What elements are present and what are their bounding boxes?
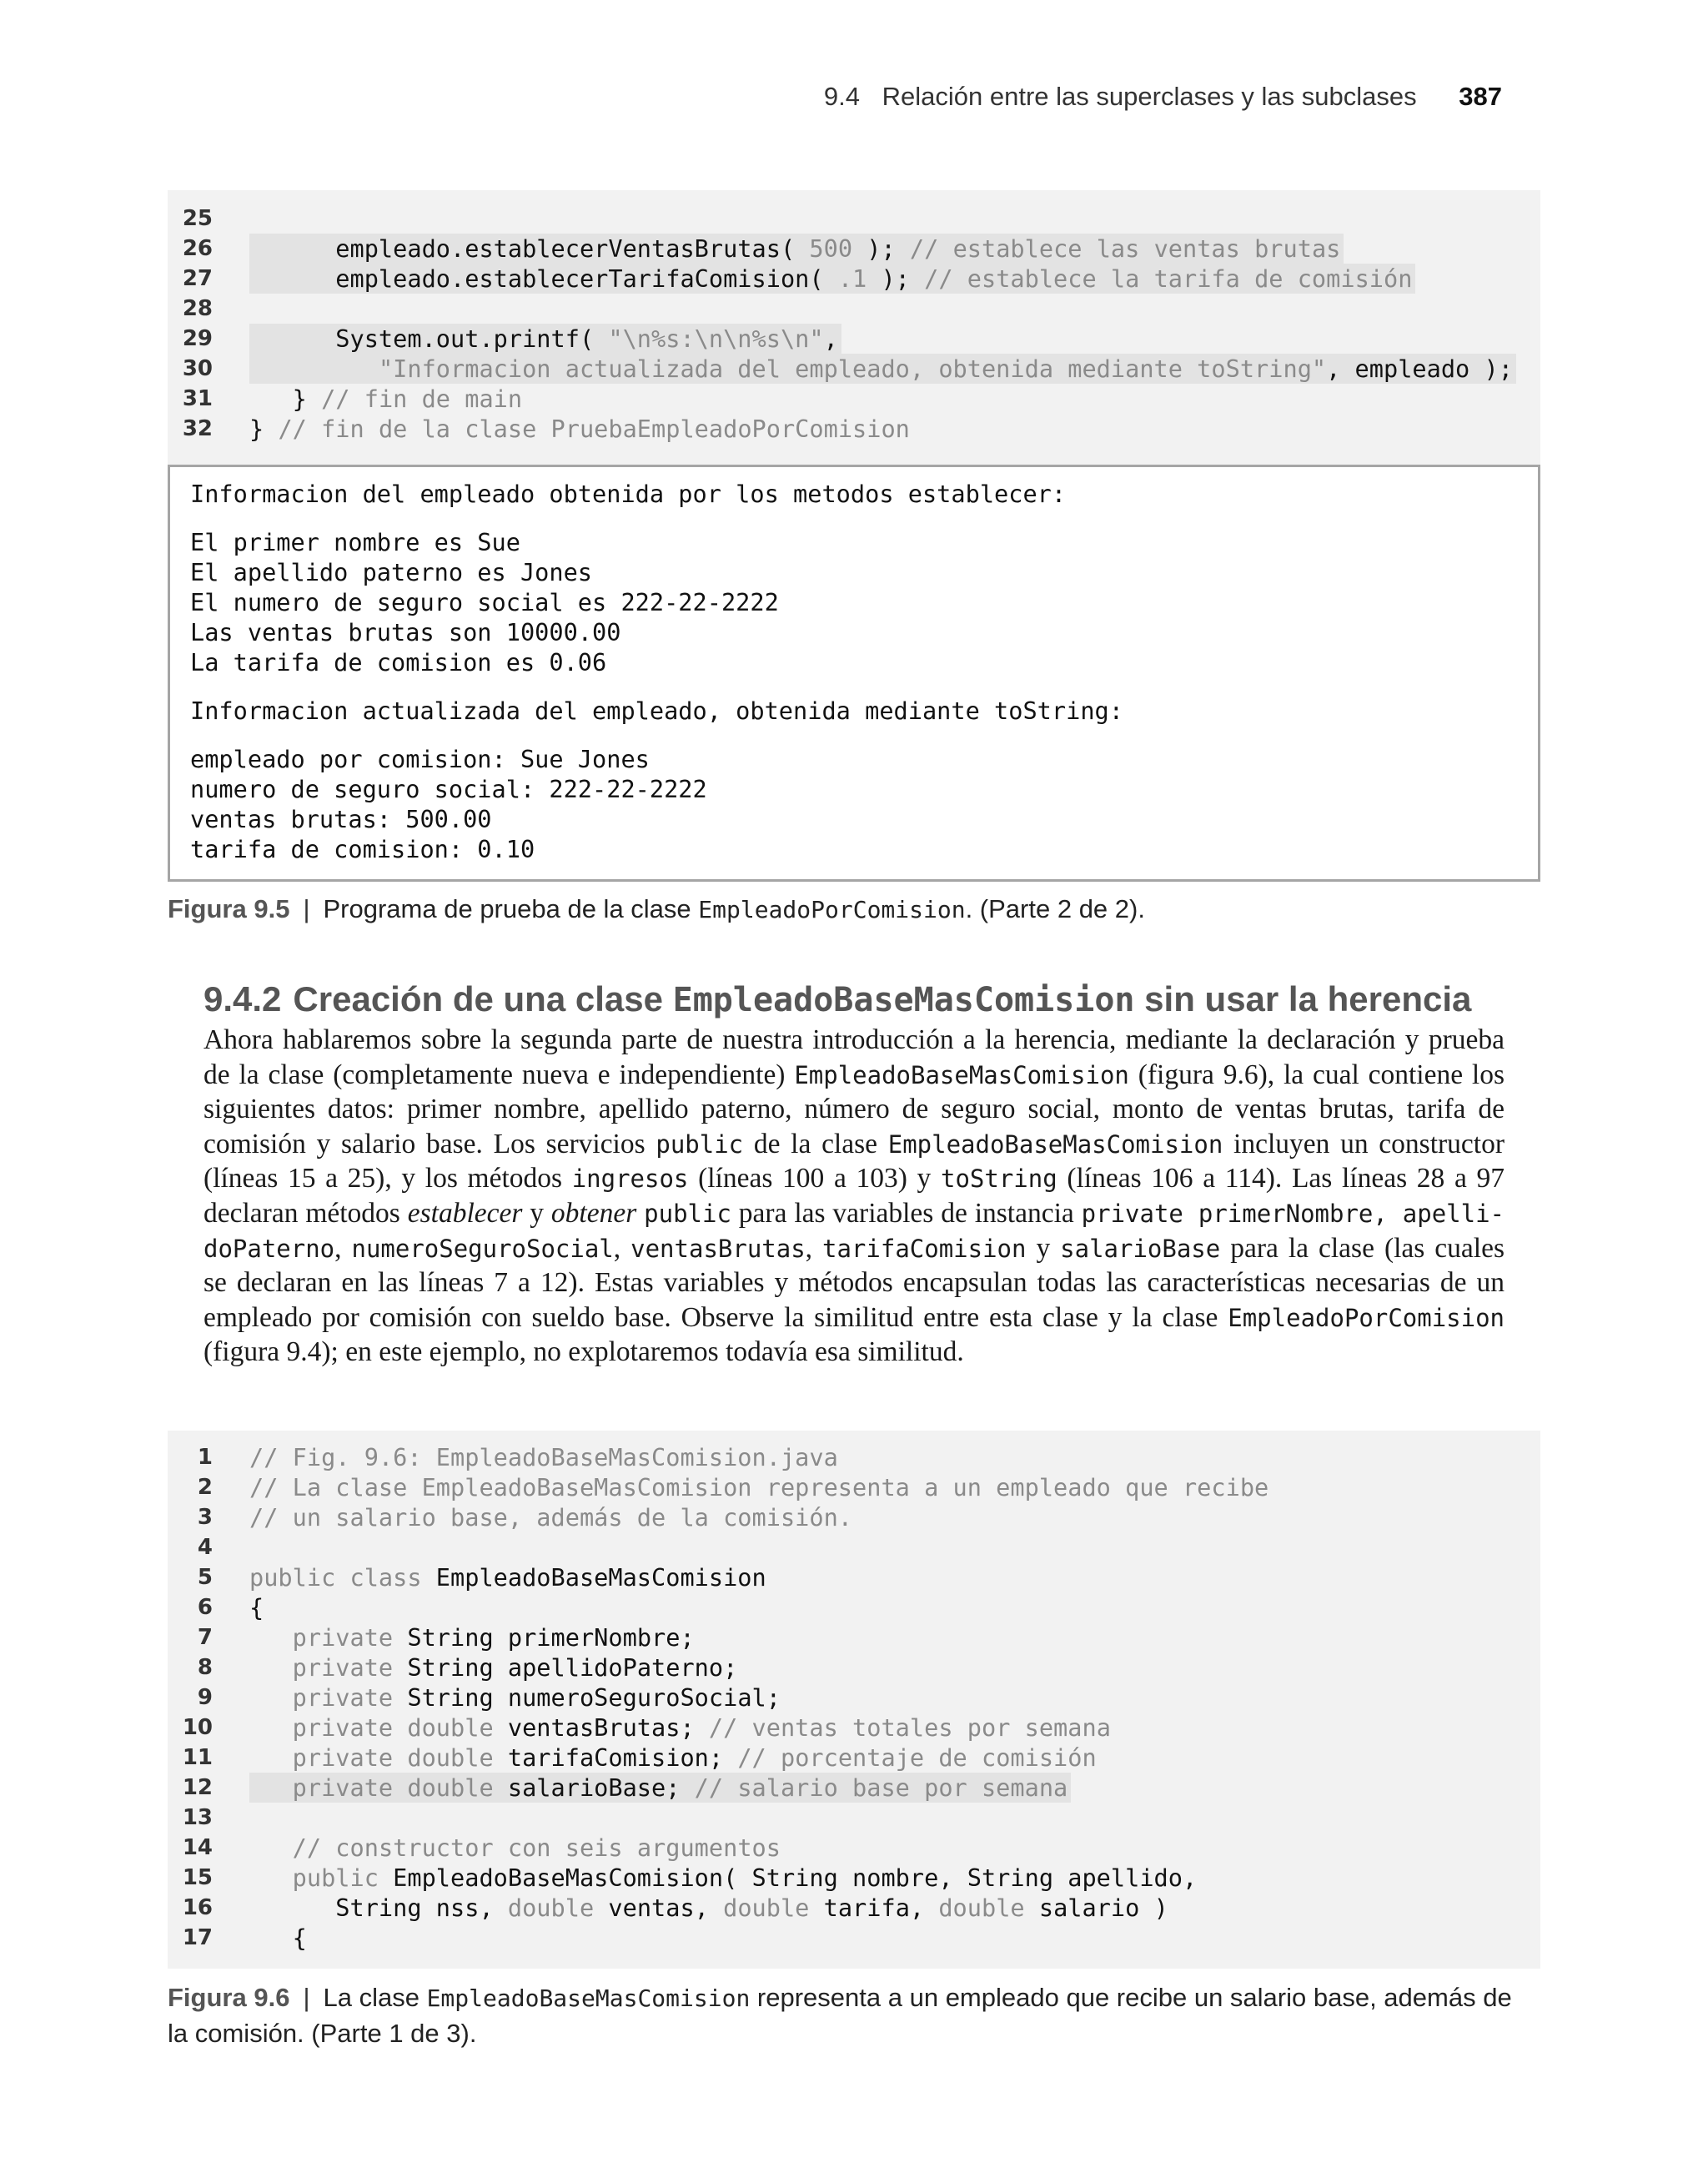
- inline-code: numeroSeguroSocial: [351, 1234, 614, 1263]
- body-text-run: (líneas 106 a 114). Las líneas 28 a 97: [1057, 1163, 1505, 1195]
- code-plain: ventasBrutas;: [507, 1713, 709, 1742]
- output-line: Informacion actualizada del empleado, obtenida mediante toString:: [190, 697, 1123, 725]
- code-line: [168, 1502, 1540, 1532]
- header-section-number: 9.4: [823, 82, 861, 111]
- emphasis: obtener: [550, 1197, 637, 1229]
- figure-label: Figura 9.6: [168, 1983, 290, 2012]
- emphasis: establecer: [407, 1197, 523, 1229]
- body-text-run: (figura 9.6), la cual contiene los: [1128, 1059, 1505, 1090]
- line-number: 9: [197, 1685, 213, 1710]
- code-keyword: private: [249, 1683, 408, 1712]
- line-number: 27: [182, 266, 213, 291]
- body-text-run: incluyen un constructor: [1223, 1128, 1505, 1159]
- body-text-run: Ahora hablaremos sobre la segunda parte de nuestra introducción a la herencia, mediante la declaración y prueba: [203, 1024, 1505, 1055]
- body-text-run: declaran métodos: [203, 1197, 408, 1229]
- code-keyword: double: [938, 1894, 1025, 1922]
- line-number: 17: [182, 1925, 213, 1950]
- body-text-run: y: [1026, 1232, 1061, 1264]
- code-line: [168, 1442, 1540, 1472]
- code-line: [168, 1472, 1540, 1502]
- line-number: 10: [182, 1715, 213, 1740]
- code-plain: String nss,: [249, 1894, 508, 1922]
- code-line: [168, 414, 1540, 444]
- code-line: [168, 384, 1540, 414]
- body-line: [203, 1023, 1505, 1058]
- body-line: [203, 1058, 1505, 1093]
- line-number: 32: [182, 416, 213, 441]
- code-keyword: private double: [249, 1713, 508, 1742]
- caption-separator: |: [303, 894, 310, 923]
- header-title: Relación entre las superclases y las subclases: [882, 82, 1417, 111]
- caption-text: Programa de prueba de la clase: [323, 894, 699, 923]
- code-line: [168, 1532, 1540, 1562]
- code-line: [168, 1773, 1540, 1803]
- code-comment: // Fig. 9.6: EmpleadoBaseMasComision.java: [249, 1443, 838, 1471]
- code-keyword: private double: [249, 1743, 508, 1772]
- code-text: [249, 234, 1344, 264]
- code-line: [168, 1833, 1540, 1863]
- code-text: [249, 1743, 1097, 1773]
- body-line: [203, 1231, 1505, 1266]
- code-text: [249, 324, 841, 354]
- line-number: 30: [182, 356, 213, 381]
- inline-code: public: [656, 1129, 744, 1159]
- code-keyword: private: [249, 1653, 408, 1682]
- code-text: [249, 1472, 1268, 1502]
- section-title-code: EmpleadoBaseMasComision: [672, 981, 1135, 1019]
- code-plain: tarifa,: [809, 1894, 939, 1922]
- inline-code: private primerNombre, apelli-: [1081, 1199, 1505, 1228]
- code-text: [249, 354, 1516, 384]
- line-number: 26: [182, 236, 213, 261]
- body-line: [203, 1300, 1505, 1335]
- inline-code: salarioBase: [1060, 1234, 1221, 1263]
- code-plain: String numeroSeguroSocial;: [407, 1683, 781, 1712]
- code-line: [168, 294, 1540, 324]
- code-plain: System.out.printf(: [249, 324, 609, 353]
- code-plain: ventas,: [594, 1894, 724, 1922]
- code-text: [249, 1562, 766, 1592]
- output-line: tarifa de comision: 0.10: [190, 835, 535, 863]
- body-text-run: (figura 9.4); en este ejemplo, no explotaremos todavía esa similitud.: [203, 1336, 964, 1368]
- inline-code: EmpleadoBaseMasComision: [887, 1129, 1223, 1159]
- section-title-start: Creación de una clase: [293, 979, 673, 1019]
- body-text-run: para la clase (las cuales: [1220, 1232, 1505, 1264]
- running-header: [824, 82, 1502, 112]
- caption-text-middle: representa a un empleado que recibe un salario base, además de: [750, 1983, 1512, 2012]
- line-number: 28: [182, 296, 213, 321]
- caption-text-end: . (Parte 2 de 2).: [965, 894, 1145, 923]
- output-line: La tarifa de comision es 0.06: [190, 648, 607, 677]
- code-plain: );: [852, 234, 910, 263]
- section-number: 9.4.2: [203, 979, 282, 1019]
- output-line: Informacion del empleado obtenida por los metodos establecer:: [190, 480, 1067, 508]
- output-line: El primer nombre es Sue: [190, 528, 520, 556]
- code-line: [168, 354, 1540, 384]
- code-plain: );: [867, 264, 925, 293]
- inline-code: doPaterno: [203, 1234, 335, 1263]
- body-line: [203, 1265, 1505, 1300]
- code-line: [168, 264, 1540, 294]
- output-spacer: [190, 509, 1538, 527]
- caption-code: EmpleadoPorComision: [698, 896, 966, 923]
- body-line: [203, 1092, 1505, 1127]
- code-plain: }: [249, 385, 322, 413]
- output-line: numero de seguro social: 222-22-2222: [190, 775, 707, 803]
- code-keyword: public class: [249, 1563, 436, 1592]
- code-text: [249, 1833, 781, 1863]
- code-plain: [249, 1833, 293, 1862]
- code-plain: ,: [823, 324, 838, 353]
- code-plain: String primerNombre;: [407, 1623, 695, 1652]
- code-comment: // fin de la clase PruebaEmpleadoPorComision: [278, 415, 910, 443]
- code-literal: .1: [837, 264, 867, 293]
- code-keyword: public: [249, 1864, 394, 1892]
- code-comment: // porcentaje de comisión: [737, 1743, 1097, 1772]
- code-comment: // La clase EmpleadoBaseMasComision representa a un empleado que recibe: [249, 1473, 1269, 1501]
- code-plain: EmpleadoBaseMasComision: [435, 1563, 766, 1592]
- line-number: 3: [197, 1505, 213, 1530]
- output-line: Las ventas brutas son 10000.00: [190, 618, 621, 646]
- body-text-run: [636, 1198, 644, 1229]
- caption-code: EmpleadoBaseMasComision: [426, 1984, 751, 2012]
- code-line: [168, 1652, 1540, 1683]
- page-number: 387: [1459, 82, 1502, 111]
- code-listing-fig-9-6: [168, 1431, 1540, 1969]
- code-text: [249, 1592, 264, 1622]
- code-line: [168, 234, 1540, 264]
- body-line: [203, 1161, 1505, 1196]
- code-literal: 500: [809, 234, 853, 263]
- line-number: 15: [182, 1865, 213, 1890]
- figure-label: Figura 9.5: [168, 894, 290, 923]
- code-keyword: double: [507, 1894, 595, 1922]
- code-comment: // un salario base, además de la comisión.: [249, 1503, 853, 1532]
- code-plain: salario ): [1024, 1894, 1168, 1922]
- section-title-end: sin usar la herencia: [1134, 979, 1472, 1019]
- code-text: [249, 384, 522, 414]
- code-keyword: private: [249, 1623, 408, 1652]
- code-line: [168, 1803, 1540, 1833]
- code-line: [168, 1622, 1540, 1652]
- code-literal: "Informacion actualizada del empleado, obtenida mediante toString": [378, 355, 1327, 383]
- code-plain: }: [249, 415, 279, 443]
- code-line: [168, 1863, 1540, 1893]
- inline-code: public: [644, 1199, 731, 1228]
- code-text: [249, 414, 910, 444]
- body-text-run: ,: [613, 1232, 631, 1264]
- output-line: empleado por comision: Sue Jones: [190, 745, 650, 773]
- code-line: [168, 1923, 1540, 1953]
- output-spacer: [190, 677, 1538, 696]
- code-comment: // fin de main: [321, 385, 523, 413]
- output-line: El numero de seguro social es 222-22-2222: [190, 588, 779, 616]
- code-listing-fig-9-5: [168, 190, 1540, 465]
- code-keyword: double: [723, 1894, 810, 1922]
- code-comment: // establece la tarifa de comisión: [924, 264, 1413, 293]
- code-comment: // establece las ventas brutas: [909, 234, 1341, 263]
- caption-text-line2: la comisión. (Parte 1 de 3).: [168, 2019, 477, 2048]
- line-number: 1: [197, 1445, 213, 1470]
- code-line: [168, 324, 1540, 354]
- body-text-run: de la clase: [743, 1128, 888, 1159]
- inline-code: EmpleadoPorComision: [1228, 1303, 1505, 1332]
- line-number: 16: [182, 1895, 213, 1920]
- body-text-run: (líneas 100 a 103) y: [688, 1163, 941, 1195]
- program-output-box: [168, 465, 1540, 882]
- code-plain: EmpleadoBaseMasComision( String nombre, String apellido,: [393, 1864, 1198, 1892]
- code-text: [249, 1442, 838, 1472]
- body-line: [203, 1127, 1505, 1162]
- code-line: [168, 1562, 1540, 1592]
- code-comment: // constructor con seis argumentos: [292, 1833, 781, 1862]
- line-number: 8: [197, 1655, 213, 1680]
- line-number: 31: [182, 386, 213, 411]
- body-text-run: para las variables de instancia: [731, 1197, 1082, 1229]
- code-comment: // ventas totales por semana: [708, 1713, 1111, 1742]
- body-line: [203, 1335, 1505, 1370]
- inline-code: toString: [940, 1164, 1057, 1194]
- body-text-run: empleado por comisión con sueldo base. Observe la similitud entre esta clase y la clase: [203, 1301, 1228, 1333]
- figure-9-6-caption: [168, 1980, 1540, 2051]
- code-comment: // salario base por semana: [694, 1773, 1068, 1802]
- line-number: 12: [182, 1775, 213, 1800]
- code-line: [168, 1743, 1540, 1773]
- output-spacer: [190, 726, 1538, 744]
- code-plain: [249, 355, 379, 383]
- inline-code: ingresos: [571, 1164, 689, 1194]
- body-text-run: comisión y salario base. Los servicios: [203, 1128, 656, 1159]
- code-line: [168, 1683, 1540, 1713]
- caption-text: La clase: [323, 1983, 427, 2012]
- body-text-run: ,: [805, 1232, 823, 1264]
- body-text-run: de la clase (completamente nueva e independiente): [203, 1059, 795, 1090]
- inline-code: ventasBrutas: [630, 1234, 806, 1263]
- line-number: 5: [197, 1565, 213, 1590]
- line-number: 14: [182, 1835, 213, 1860]
- code-text: [249, 1923, 307, 1953]
- figure-9-5-caption: [168, 892, 1540, 928]
- line-number: 25: [182, 206, 213, 231]
- output-line: ventas brutas: 500.00: [190, 805, 492, 833]
- code-text: [249, 1652, 737, 1683]
- code-text: [249, 1773, 1071, 1803]
- line-number: 6: [197, 1595, 213, 1620]
- line-number: 11: [182, 1745, 213, 1770]
- code-text: [249, 264, 1415, 294]
- body-text-run: (líneas 15 a 25), y los métodos: [203, 1163, 572, 1195]
- inline-code: EmpleadoBaseMasComision: [794, 1060, 1129, 1089]
- output-line: El apellido paterno es Jones: [190, 558, 593, 586]
- line-number: 13: [182, 1805, 213, 1830]
- line-number: 4: [197, 1535, 213, 1560]
- code-plain: salarioBase;: [507, 1773, 695, 1802]
- code-text: [249, 1502, 852, 1532]
- code-line: [168, 204, 1540, 234]
- section-heading: [203, 979, 1471, 1019]
- code-plain: {: [249, 1593, 264, 1622]
- code-literal: "\n%s:\n\n%s\n": [608, 324, 824, 353]
- line-number: 2: [197, 1475, 213, 1500]
- code-keyword: private double: [249, 1773, 508, 1802]
- code-line: [168, 1713, 1540, 1743]
- code-line: [168, 1893, 1540, 1923]
- code-plain: empleado.establecerVentasBrutas(: [249, 234, 810, 263]
- line-number: 7: [197, 1625, 213, 1650]
- body-paragraph: [203, 1023, 1505, 1370]
- inline-code: tarifaComision: [822, 1234, 1027, 1263]
- code-plain: empleado.establecerTarifaComision(: [249, 264, 838, 293]
- code-plain: {: [249, 1924, 307, 1952]
- code-plain: , empleado );: [1326, 355, 1513, 383]
- code-plain: String apellidoPaterno;: [407, 1653, 738, 1682]
- body-text-run: ,: [334, 1232, 352, 1264]
- code-text: [249, 1683, 781, 1713]
- body-line: [203, 1196, 1505, 1231]
- code-text: [249, 1713, 1111, 1743]
- code-line: [168, 1592, 1540, 1622]
- code-plain: tarifaComision;: [507, 1743, 738, 1772]
- code-text: [249, 1622, 695, 1652]
- code-text: [249, 1893, 1168, 1923]
- line-number: 29: [182, 326, 213, 351]
- caption-separator: |: [303, 1983, 310, 2012]
- body-text-run: siguientes datos: primer nombre, apellido paterno, número de seguro social, monto de ventas brutas, tarifa de: [203, 1094, 1505, 1125]
- body-text-run: se declaran en las líneas 7 a 12). Estas variables y métodos encapsulan todas las características necesarias de un: [203, 1267, 1505, 1299]
- body-text-run: y: [522, 1197, 551, 1229]
- code-text: [249, 1863, 1197, 1893]
